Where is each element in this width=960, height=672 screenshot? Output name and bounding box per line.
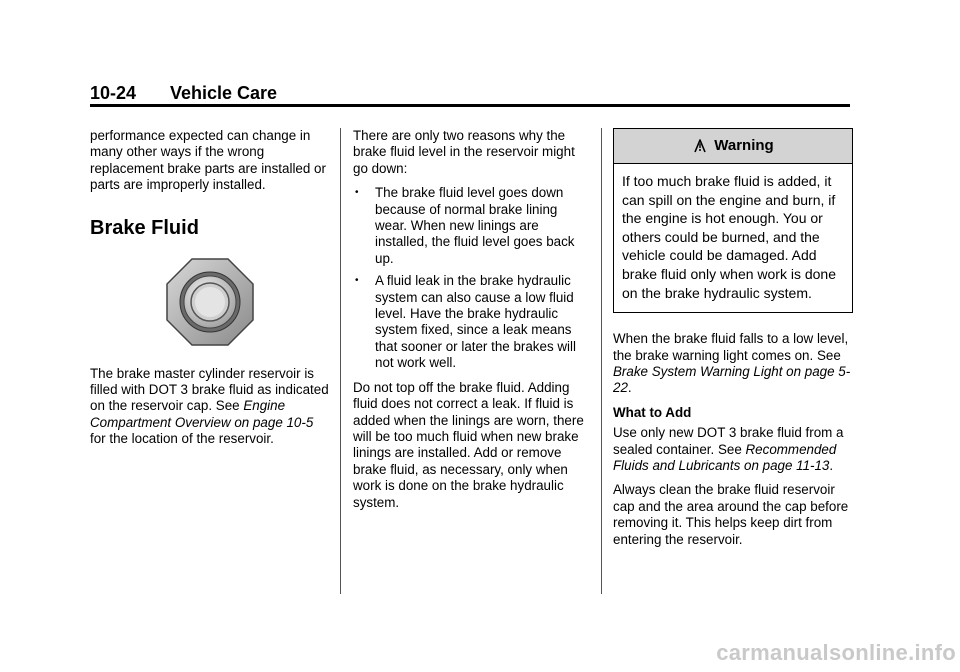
section-title: Vehicle Care [170,83,278,103]
warning-icon [692,138,708,154]
bullet-icon: • [355,187,359,199]
engine-compartment-xref[interactable]: Engine Compartment Overview on page 10-5 [90,398,314,430]
what-to-add-heading: What to Add [613,404,692,420]
recommended-fluids-xref[interactable]: Recommended Fluids and Lubricants on page 11-13 [613,441,837,473]
low-level-paragraph: When the brake fluid falls to a low level, the brake warning light comes on. See Brake System Warning Light on page 5-22. [613,331,851,396]
page-number: 10-24 [90,83,137,103]
bullet-icon: • [355,275,359,287]
reasons-intro: There are only two reasons why the brake fluid level in the reservoir might go down: [353,128,575,176]
brake-fluid-heading: Brake Fluid [90,216,199,239]
brake-fluid-reservoir-cap-icon [166,258,254,346]
what-to-add-paragraph: Use only new DOT 3 brake fluid from a sealed container. See Recommended Fluids and Lubricants on page 11-13. [613,425,844,473]
list-item: • A fluid leak in the brake hydraulic system can also cause a low fluid level. Have the brake hydraulic system fixed, since a leak means that sooner or later the brakes will not work well. [355,273,576,371]
warning-header [614,129,852,164]
reasons-list [353,185,589,371]
list-item: • The brake fluid level goes down because of normal brake lining wear. When new linings are installed, the fluid level goes back up. [355,185,575,266]
page-header [90,80,850,106]
column-divider-2 [601,128,602,594]
warning-text: If too much brake fluid is added, it can spill on the engine and burn, if the engine is hot enough. You or others could be burned, and the vehicle could be damaged. Add brake fluid only when work is done on the brake hydraulic system. [622,173,837,301]
intro-paragraph: performance expected can change in many other ways if the wrong replacement brake parts are installed or parts are improperly installed. [90,128,326,193]
watermark: carmanualsonline.info [716,640,956,665]
column-1 [90,128,330,456]
cleaning-paragraph: Always clean the brake fluid reservoir cap and the area around the cap before removing it. This helps keep dirt from entering the reservoir. [613,482,849,547]
warning-title: Warning [714,136,774,154]
column-2 [353,128,589,519]
warning-box [613,128,853,313]
header-rule [90,104,850,107]
reservoir-paragraph: The brake master cylinder reservoir is filled with DOT 3 brake fluid as indicated on the reservoir cap. See Engine Compartment Overview on page 10-5 for the location of the reservoir. [90,365,329,447]
top-off-paragraph: Do not top off the brake fluid. Adding fluid does not correct a leak. If fluid is added when the linings are worn, there will be too much fluid when new brake linings are installed. Add or remove brake fluid, as necessary, only when work is done on the brake hydraulic system. [353,379,584,510]
column-divider-1 [340,128,341,594]
column-3 [613,128,853,556]
brake-warning-light-xref[interactable]: Brake System Warning Light on page 5-22 [613,363,851,396]
